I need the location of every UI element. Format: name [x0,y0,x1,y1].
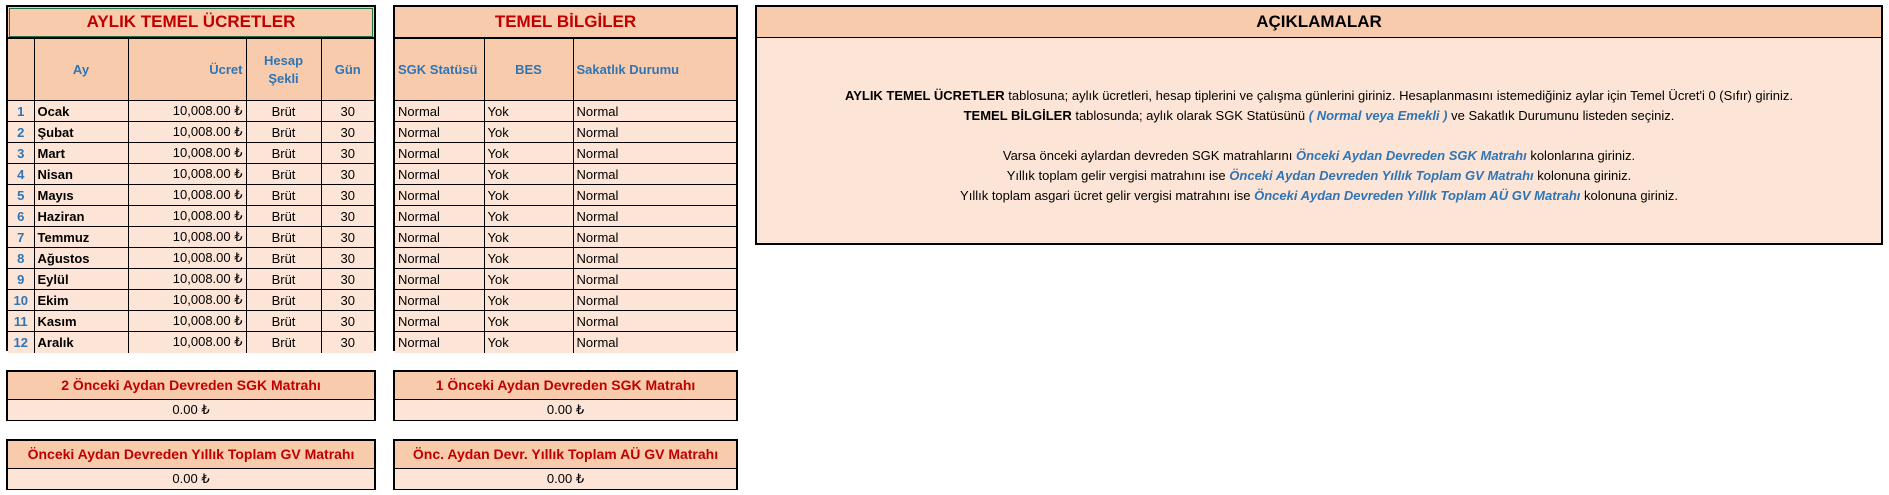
hesap-cell[interactable]: Brüt [246,269,321,290]
sgk-cell[interactable]: Normal [395,311,484,332]
gun-cell[interactable]: 30 [321,101,374,122]
desc-line-1: AYLIK TEMEL ÜCRETLER tablosuna; aylık ücretleri, hesap tiplerini ve çalışma günlerini giriniz. Hesaplanmasını istemediğiniz aylar için Temel Ücret'i 0 (Sıfır) giriniz. [845,88,1793,103]
table-row [8,290,374,311]
desc-line-3: Varsa önceki aylardan devreden SGK matrahlarını Önceki Aydan Devreden SGK Matrahı kolonlarına giriniz. [1002,148,1636,163]
table-row [395,185,736,206]
table-row [395,332,736,353]
bes-cell[interactable]: Yok [484,227,573,248]
table-row [8,143,374,164]
row-number: 6 [8,206,34,227]
hesap-cell[interactable]: Brüt [246,290,321,311]
col-ucret: Ücret [128,39,246,101]
row-number: 7 [8,227,34,248]
sgk-matrah-1-value[interactable]: 0.00 ₺ [395,400,736,420]
sgk-cell[interactable]: Normal [395,227,484,248]
hesap-cell[interactable]: Brüt [246,206,321,227]
month-cell: Haziran [34,206,128,227]
gun-cell[interactable]: 30 [321,332,374,353]
month-cell: Ağustos [34,248,128,269]
bes-cell[interactable]: Yok [484,332,573,353]
sgk-matrah-2-value[interactable]: 0.00 ₺ [8,400,374,420]
bes-cell[interactable]: Yok [484,122,573,143]
bes-cell[interactable]: Yok [484,185,573,206]
sgk-cell[interactable]: Normal [395,185,484,206]
sakatlik-cell[interactable]: Normal [573,101,736,122]
desc-line-2: TEMEL BİLGİLER tablosunda; aylık olarak SGK Statüsünü ( Normal veya Emekli ) ve Sakatlık Durumunu listeden seçiniz. [963,108,1675,123]
ucret-cell[interactable]: 10,008.00 ₺ [128,206,246,227]
ucret-cell[interactable]: 10,008.00 ₺ [128,269,246,290]
gv-matrah-value[interactable]: 0.00 ₺ [8,469,374,489]
table-row [8,101,374,122]
table-row [395,248,736,269]
sakatlik-cell[interactable]: Normal [573,332,736,353]
row-number: 9 [8,269,34,290]
gun-cell[interactable]: 30 [321,206,374,227]
hesap-cell[interactable]: Brüt [246,332,321,353]
hesap-cell[interactable]: Brüt [246,248,321,269]
ucret-cell[interactable]: 10,008.00 ₺ [128,143,246,164]
sakatlik-cell[interactable]: Normal [573,122,736,143]
col-gun: Gün [321,39,374,101]
sgk-matrah-2-label: 2 Önceki Aydan Devreden SGK Matrahı [8,372,374,400]
col-ay: Ay [34,39,128,101]
hesap-cell[interactable]: Brüt [246,101,321,122]
hesap-cell[interactable]: Brüt [246,227,321,248]
row-number: 3 [8,143,34,164]
sgk-cell[interactable]: Normal [395,269,484,290]
ucret-cell[interactable]: 10,008.00 ₺ [128,332,246,353]
month-cell: Mayıs [34,185,128,206]
table-row [8,185,374,206]
table-row [395,101,736,122]
table-row [395,164,736,185]
aylik-temel-ucretler-table [6,5,376,351]
month-cell: Şubat [34,122,128,143]
sakatlik-cell[interactable]: Normal [573,248,736,269]
table-row [8,248,374,269]
bes-cell[interactable]: Yok [484,143,573,164]
sakatlik-cell[interactable]: Normal [573,164,736,185]
sgk-cell[interactable]: Normal [395,164,484,185]
sgk-cell[interactable]: Normal [395,101,484,122]
gun-cell[interactable]: 30 [321,143,374,164]
row-number: 1 [8,101,34,122]
table-row [395,206,736,227]
gun-cell[interactable]: 30 [321,290,374,311]
sakatlik-cell[interactable]: Normal [573,185,736,206]
bes-cell[interactable]: Yok [484,269,573,290]
sgk-cell[interactable]: Normal [395,248,484,269]
month-cell: Aralık [34,332,128,353]
table-row [395,311,736,332]
gun-cell[interactable]: 30 [321,164,374,185]
sakatlik-cell[interactable]: Normal [573,143,736,164]
row-number: 4 [8,164,34,185]
row-number: 8 [8,248,34,269]
hesap-cell[interactable]: Brüt [246,311,321,332]
bes-cell[interactable]: Yok [484,206,573,227]
sgk-matrah-2-box [6,370,376,421]
ucret-cell[interactable]: 10,008.00 ₺ [128,290,246,311]
table-row [395,269,736,290]
ucret-cell[interactable]: 10,008.00 ₺ [128,185,246,206]
aciklamalar-title: AÇIKLAMALAR [757,7,1881,38]
bes-cell[interactable]: Yok [484,101,573,122]
bes-cell[interactable]: Yok [484,164,573,185]
ucret-cell[interactable]: 10,008.00 ₺ [128,101,246,122]
au-gv-matrah-label: Önc. Aydan Devr. Yıllık Toplam AÜ GV Matrahı [395,441,736,469]
table-row [8,227,374,248]
row-number: 5 [8,185,34,206]
aciklamalar-panel [755,5,1883,245]
temel-bilgiler-table [393,5,738,351]
ucret-cell[interactable]: 10,008.00 ₺ [128,122,246,143]
bes-cell[interactable]: Yok [484,248,573,269]
sakatlik-cell[interactable]: Normal [573,290,736,311]
month-cell: Kasım [34,311,128,332]
table-row [8,164,374,185]
au-gv-matrah-value[interactable]: 0.00 ₺ [395,469,736,489]
row-number: 12 [8,332,34,353]
row-number: 11 [8,311,34,332]
table-row [395,143,736,164]
row-number: 10 [8,290,34,311]
ucret-cell[interactable]: 10,008.00 ₺ [128,227,246,248]
table-row [395,227,736,248]
sakatlik-cell[interactable]: Normal [573,311,736,332]
table-row [8,311,374,332]
row-number: 2 [8,122,34,143]
bilgiler-title: TEMEL BİLGİLER [395,7,736,38]
bes-cell[interactable]: Yok [484,290,573,311]
sakatlik-cell[interactable]: Normal [573,206,736,227]
gv-matrah-box [6,439,376,490]
gun-cell[interactable]: 30 [321,311,374,332]
desc-line-5: Yıllık toplam asgari ücret gelir vergisi matrahını ise Önceki Aydan Devreden Yıllık Toplam AÜ GV Matrahı kolonuna giriniz. [960,188,1678,203]
col-bes: BES [484,39,573,101]
month-cell: Mart [34,143,128,164]
sgk-cell[interactable]: Normal [395,143,484,164]
bes-cell[interactable]: Yok [484,311,573,332]
sgk-cell[interactable]: Normal [395,122,484,143]
sgk-matrah-1-box [393,370,738,421]
sgk-matrah-1-label: 1 Önceki Aydan Devreden SGK Matrahı [395,372,736,400]
ucret-cell[interactable]: 10,008.00 ₺ [128,248,246,269]
gv-matrah-label: Önceki Aydan Devreden Yıllık Toplam GV Matrahı [8,441,374,469]
table-row [8,122,374,143]
ucret-cell[interactable]: 10,008.00 ₺ [128,311,246,332]
ucret-cell[interactable]: 10,008.00 ₺ [128,164,246,185]
table-row [395,290,736,311]
table-row [8,332,374,353]
gun-cell[interactable]: 30 [321,269,374,290]
hesap-cell[interactable]: Brüt [246,143,321,164]
month-cell: Nisan [34,164,128,185]
col-sakatlik: Sakatlık Durumu [573,39,736,101]
au-gv-matrah-box [393,439,738,490]
month-cell: Temmuz [34,227,128,248]
sakatlik-cell[interactable]: Normal [573,269,736,290]
ucretler-title[interactable]: AYLIK TEMEL ÜCRETLER [8,7,374,38]
gun-cell[interactable]: 30 [321,122,374,143]
hesap-cell[interactable]: Brüt [246,164,321,185]
hesap-cell[interactable]: Brüt [246,185,321,206]
hesap-cell[interactable]: Brüt [246,122,321,143]
sgk-cell[interactable]: Normal [395,332,484,353]
sgk-cell[interactable]: Normal [395,206,484,227]
gun-cell[interactable]: 30 [321,248,374,269]
sakatlik-cell[interactable]: Normal [573,227,736,248]
month-cell: Ekim [34,290,128,311]
sgk-cell[interactable]: Normal [395,290,484,311]
month-cell: Ocak [34,101,128,122]
gun-cell[interactable]: 30 [321,185,374,206]
col-sgk: SGK Statüsü [395,39,484,101]
table-row [395,122,736,143]
aciklamalar-body [757,38,1881,243]
month-cell: Eylül [34,269,128,290]
table-row [8,206,374,227]
gun-cell[interactable]: 30 [321,227,374,248]
col-no [8,39,34,101]
table-row [8,269,374,290]
col-hesap: Hesap Şekli [246,39,321,101]
desc-line-4: Yıllık toplam gelir vergisi matrahını ise Önceki Aydan Devreden Yıllık Toplam GV Matrahı kolonuna giriniz. [1006,168,1632,183]
